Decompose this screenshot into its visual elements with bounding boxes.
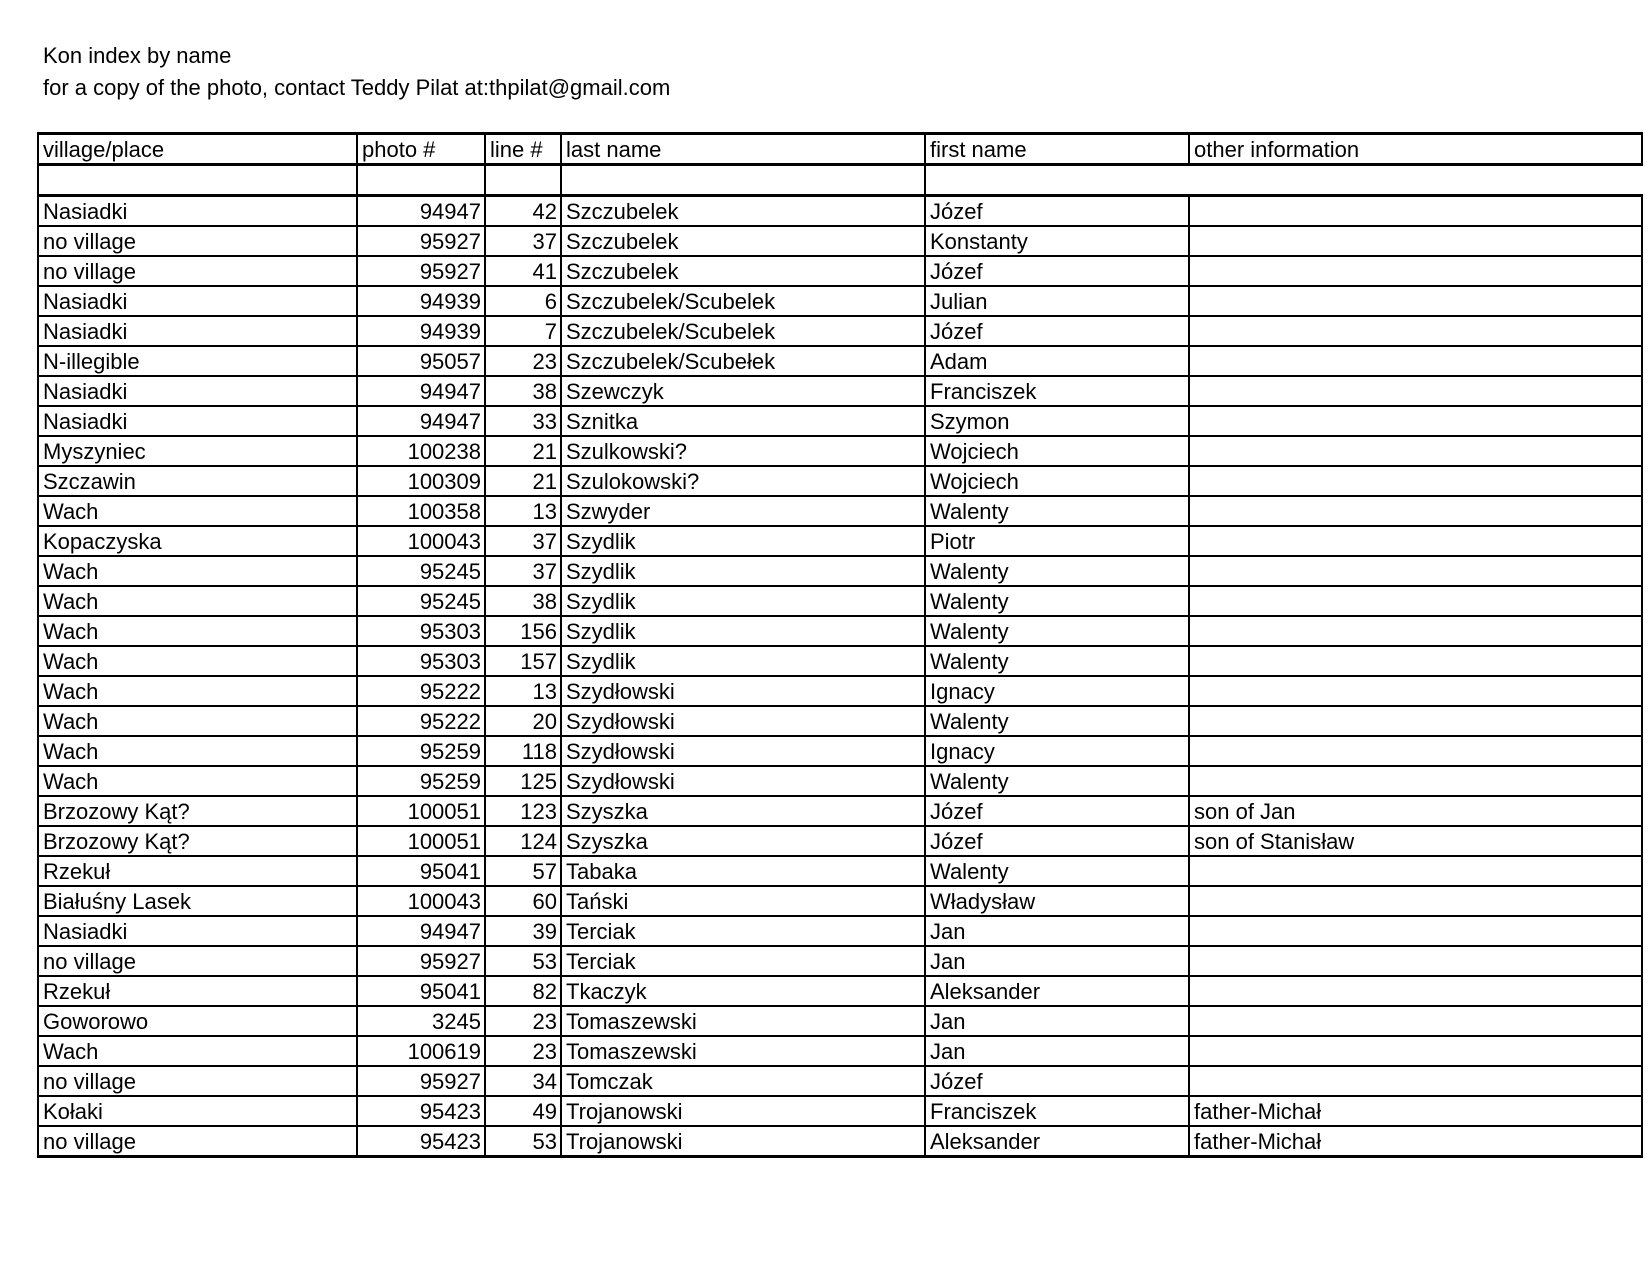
last-name-cell: Tomaszewski (561, 1036, 925, 1066)
first-name-cell: Ignacy (925, 736, 1189, 766)
village-cell: Rzekuł (38, 976, 357, 1006)
other-information-cell (1189, 556, 1642, 586)
photo-number-cell: 94939 (357, 286, 485, 316)
table-row (38, 1126, 1642, 1157)
first-name-cell: Józef (925, 826, 1189, 856)
last-name-cell: Szulkowski? (561, 436, 925, 466)
photo-number-cell: 95259 (357, 736, 485, 766)
line-number-cell: 49 (485, 1096, 561, 1126)
village-cell: Nasiadki (38, 916, 357, 946)
line-number-cell: 82 (485, 976, 561, 1006)
village-cell: Kopaczyska (38, 526, 357, 556)
other-information-cell (1189, 436, 1642, 466)
column-header-photo: photo # (357, 134, 485, 165)
photo-number-cell: 100043 (357, 886, 485, 916)
first-name-cell: Wojciech (925, 436, 1189, 466)
last-name-cell: Trojanowski (561, 1096, 925, 1126)
line-number-cell: 53 (485, 946, 561, 976)
last-name-cell: Tabaka (561, 856, 925, 886)
village-cell: Wach (38, 556, 357, 586)
document-title: Kon index by name (43, 43, 232, 68)
last-name-cell: Szydlik (561, 526, 925, 556)
table-row (38, 316, 1642, 346)
line-number-cell: 38 (485, 586, 561, 616)
village-cell: Nasiadki (38, 286, 357, 316)
line-number-cell: 57 (485, 856, 561, 886)
last-name-cell: Tkaczyk (561, 976, 925, 1006)
line-number-cell: 23 (485, 1006, 561, 1036)
other-information-cell: son of Jan (1189, 796, 1642, 826)
line-number-cell: 13 (485, 496, 561, 526)
line-number-cell: 20 (485, 706, 561, 736)
last-name-cell: Szyszka (561, 796, 925, 826)
first-name-cell: Franciszek (925, 376, 1189, 406)
line-number-cell: 118 (485, 736, 561, 766)
photo-number-cell: 95245 (357, 556, 485, 586)
first-name-cell: Walenty (925, 646, 1189, 676)
last-name-cell: Szyszka (561, 826, 925, 856)
line-number-cell: 37 (485, 526, 561, 556)
last-name-cell: Sznitka (561, 406, 925, 436)
line-number-cell: 37 (485, 226, 561, 256)
other-information-cell (1189, 346, 1642, 376)
photo-number-cell: 95927 (357, 1066, 485, 1096)
photo-number-cell: 100358 (357, 496, 485, 526)
table-row (38, 376, 1642, 406)
first-name-cell: Aleksander (925, 976, 1189, 1006)
photo-number-cell: 94947 (357, 916, 485, 946)
line-number-cell: 38 (485, 376, 561, 406)
other-information-cell (1189, 706, 1642, 736)
village-cell: Nasiadki (38, 406, 357, 436)
other-information-cell (1189, 946, 1642, 976)
last-name-cell: Szulokowski? (561, 466, 925, 496)
last-name-cell: Szydlik (561, 616, 925, 646)
other-information-cell (1189, 496, 1642, 526)
photo-number-cell: 95041 (357, 856, 485, 886)
table-body (38, 165, 1642, 1157)
blank-cell (357, 165, 485, 196)
other-information-cell (1189, 526, 1642, 556)
last-name-cell: Szczubelek/Scubelek (561, 316, 925, 346)
other-information-cell (1189, 856, 1642, 886)
village-cell: Wach (38, 766, 357, 796)
first-name-cell: Walenty (925, 556, 1189, 586)
photo-number-cell: 95057 (357, 346, 485, 376)
table-row (38, 406, 1642, 436)
village-cell: Myszyniec (38, 436, 357, 466)
line-number-cell: 37 (485, 556, 561, 586)
first-name-cell: Ignacy (925, 676, 1189, 706)
last-name-cell: Szczubelek (561, 196, 925, 227)
last-name-cell: Szczubelek (561, 256, 925, 286)
table-row (38, 226, 1642, 256)
first-name-cell: Walenty (925, 496, 1189, 526)
other-information-cell (1189, 886, 1642, 916)
line-number-cell: 6 (485, 286, 561, 316)
line-number-cell: 34 (485, 1066, 561, 1096)
village-cell: Brzozowy Kąt? (38, 796, 357, 826)
photo-number-cell: 95245 (357, 586, 485, 616)
village-cell: Wach (38, 616, 357, 646)
table-row (38, 796, 1642, 826)
other-information-cell (1189, 466, 1642, 496)
table-row (38, 706, 1642, 736)
table-row (38, 526, 1642, 556)
last-name-cell: Szydlik (561, 646, 925, 676)
line-number-cell: 60 (485, 886, 561, 916)
other-information-cell (1189, 766, 1642, 796)
last-name-cell: Szydlik (561, 556, 925, 586)
last-name-cell: Trojanowski (561, 1126, 925, 1157)
last-name-cell: Szydłowski (561, 706, 925, 736)
last-name-cell: Szydlik (561, 586, 925, 616)
line-number-cell: 23 (485, 346, 561, 376)
column-header-last-name: last name (561, 134, 925, 165)
column-header-first-name: first name (925, 134, 1189, 165)
last-name-cell: Szydłowski (561, 676, 925, 706)
village-cell: Wach (38, 1036, 357, 1066)
table-row (38, 736, 1642, 766)
table-row (38, 946, 1642, 976)
photo-number-cell: 95222 (357, 676, 485, 706)
photo-number-cell: 100043 (357, 526, 485, 556)
village-cell: Wach (38, 706, 357, 736)
village-cell: Wach (38, 646, 357, 676)
other-information-cell (1189, 1036, 1642, 1066)
village-cell: Szczawin (38, 466, 357, 496)
line-number-cell: 39 (485, 916, 561, 946)
line-number-cell: 13 (485, 676, 561, 706)
line-number-cell: 123 (485, 796, 561, 826)
last-name-cell: Szczubelek/Scubełek (561, 346, 925, 376)
line-number-cell: 41 (485, 256, 561, 286)
village-cell: no village (38, 256, 357, 286)
photo-number-cell: 95303 (357, 646, 485, 676)
other-information-cell (1189, 676, 1642, 706)
photo-number-cell: 95259 (357, 766, 485, 796)
last-name-cell: Szydłowski (561, 766, 925, 796)
first-name-cell: Aleksander (925, 1126, 1189, 1157)
other-information-cell (1189, 586, 1642, 616)
first-name-cell: Walenty (925, 706, 1189, 736)
table-row (38, 646, 1642, 676)
photo-number-cell: 100051 (357, 826, 485, 856)
table-row (38, 496, 1642, 526)
first-name-cell: Jan (925, 946, 1189, 976)
last-name-cell: Terciak (561, 946, 925, 976)
table-row (38, 1036, 1642, 1066)
village-cell: no village (38, 946, 357, 976)
table-row (38, 916, 1642, 946)
first-name-cell: Konstanty (925, 226, 1189, 256)
other-information-cell (1189, 316, 1642, 346)
village-cell: Nasiadki (38, 196, 357, 227)
village-cell: Nasiadki (38, 376, 357, 406)
line-number-cell: 42 (485, 196, 561, 227)
village-cell: Wach (38, 496, 357, 526)
photo-number-cell: 100309 (357, 466, 485, 496)
first-name-cell: Franciszek (925, 1096, 1189, 1126)
first-name-cell: Jan (925, 1036, 1189, 1066)
line-number-cell: 53 (485, 1126, 561, 1157)
column-header-village: village/place (38, 134, 357, 165)
name-index-table (37, 132, 1643, 1158)
table-row (38, 436, 1642, 466)
blank-cell (561, 165, 925, 196)
village-cell: no village (38, 226, 357, 256)
first-name-cell: Józef (925, 196, 1189, 227)
document-heading (43, 40, 670, 104)
line-number-cell: 21 (485, 466, 561, 496)
table-row (38, 1006, 1642, 1036)
first-name-cell: Józef (925, 796, 1189, 826)
contact-note: for a copy of the photo, contact Teddy Pilat at:thpilat@gmail.com (43, 75, 671, 100)
village-cell: no village (38, 1066, 357, 1096)
photo-number-cell: 95041 (357, 976, 485, 1006)
last-name-cell: Szczubelek (561, 226, 925, 256)
photo-number-cell: 95927 (357, 256, 485, 286)
first-name-cell: Piotr (925, 526, 1189, 556)
last-name-cell: Tomaszewski (561, 1006, 925, 1036)
last-name-cell: Tański (561, 886, 925, 916)
other-information-cell (1189, 406, 1642, 436)
village-cell: Rzekuł (38, 856, 357, 886)
other-information-cell: father-Michał (1189, 1126, 1642, 1157)
first-name-cell: Jan (925, 1006, 1189, 1036)
table-row (38, 556, 1642, 586)
photo-number-cell: 100619 (357, 1036, 485, 1066)
village-cell: Wach (38, 736, 357, 766)
photo-number-cell: 100051 (357, 796, 485, 826)
header-row (38, 134, 1642, 165)
line-number-cell: 33 (485, 406, 561, 436)
blank-spacer-row (38, 165, 1642, 196)
table-row (38, 346, 1642, 376)
first-name-cell: Julian (925, 286, 1189, 316)
first-name-cell: Walenty (925, 586, 1189, 616)
table-row (38, 976, 1642, 1006)
line-number-cell: 156 (485, 616, 561, 646)
last-name-cell: Tomczak (561, 1066, 925, 1096)
line-number-cell: 124 (485, 826, 561, 856)
first-name-cell: Józef (925, 316, 1189, 346)
other-information-cell (1189, 1066, 1642, 1096)
village-cell: Kołaki (38, 1096, 357, 1126)
first-name-cell: Józef (925, 256, 1189, 286)
last-name-cell: Szwyder (561, 496, 925, 526)
blank-cell (38, 165, 357, 196)
first-name-cell: Walenty (925, 616, 1189, 646)
other-information-cell (1189, 916, 1642, 946)
photo-number-cell: 94947 (357, 406, 485, 436)
table-row (38, 676, 1642, 706)
table-row (38, 256, 1642, 286)
last-name-cell: Szewczyk (561, 376, 925, 406)
table-row (38, 586, 1642, 616)
first-name-cell: Szymon (925, 406, 1189, 436)
photo-number-cell: 95423 (357, 1096, 485, 1126)
village-cell: Nasiadki (38, 316, 357, 346)
village-cell: N-illegible (38, 346, 357, 376)
line-number-cell: 21 (485, 436, 561, 466)
first-name-cell: Władysław (925, 886, 1189, 916)
other-information-cell (1189, 376, 1642, 406)
photo-number-cell: 95927 (357, 226, 485, 256)
table-row (38, 466, 1642, 496)
photo-number-cell: 95927 (357, 946, 485, 976)
table-row (38, 196, 1642, 227)
first-name-cell: Józef (925, 1066, 1189, 1096)
village-cell: Wach (38, 676, 357, 706)
village-cell: Brzozowy Kąt? (38, 826, 357, 856)
table-row (38, 1096, 1642, 1126)
photo-number-cell: 3245 (357, 1006, 485, 1036)
table-row (38, 856, 1642, 886)
column-header-other-information: other information (1189, 134, 1642, 165)
table-row (38, 616, 1642, 646)
table-row (38, 766, 1642, 796)
other-information-cell: son of Stanisław (1189, 826, 1642, 856)
last-name-cell: Szczubelek/Scubelek (561, 286, 925, 316)
blank-cell (485, 165, 561, 196)
other-information-cell (1189, 1006, 1642, 1036)
other-information-cell: father-Michał (1189, 1096, 1642, 1126)
line-number-cell: 125 (485, 766, 561, 796)
table-row (38, 826, 1642, 856)
blank-cell (925, 165, 1642, 196)
first-name-cell: Walenty (925, 856, 1189, 886)
photo-number-cell: 94939 (357, 316, 485, 346)
photo-number-cell: 100238 (357, 436, 485, 466)
village-cell: Goworowo (38, 1006, 357, 1036)
last-name-cell: Terciak (561, 916, 925, 946)
line-number-cell: 23 (485, 1036, 561, 1066)
column-header-line: line # (485, 134, 561, 165)
photo-number-cell: 95303 (357, 616, 485, 646)
other-information-cell (1189, 256, 1642, 286)
first-name-cell: Adam (925, 346, 1189, 376)
first-name-cell: Jan (925, 916, 1189, 946)
village-cell: Białuśny Lasek (38, 886, 357, 916)
first-name-cell: Wojciech (925, 466, 1189, 496)
photo-number-cell: 94947 (357, 196, 485, 227)
photo-number-cell: 95222 (357, 706, 485, 736)
line-number-cell: 157 (485, 646, 561, 676)
table-row (38, 286, 1642, 316)
village-cell: no village (38, 1126, 357, 1157)
line-number-cell: 7 (485, 316, 561, 346)
other-information-cell (1189, 196, 1642, 227)
photo-number-cell: 94947 (357, 376, 485, 406)
other-information-cell (1189, 646, 1642, 676)
table-row (38, 1066, 1642, 1096)
other-information-cell (1189, 976, 1642, 1006)
other-information-cell (1189, 616, 1642, 646)
photo-number-cell: 95423 (357, 1126, 485, 1157)
other-information-cell (1189, 226, 1642, 256)
last-name-cell: Szydłowski (561, 736, 925, 766)
first-name-cell: Walenty (925, 766, 1189, 796)
table-row (38, 886, 1642, 916)
village-cell: Wach (38, 586, 357, 616)
other-information-cell (1189, 736, 1642, 766)
other-information-cell (1189, 286, 1642, 316)
